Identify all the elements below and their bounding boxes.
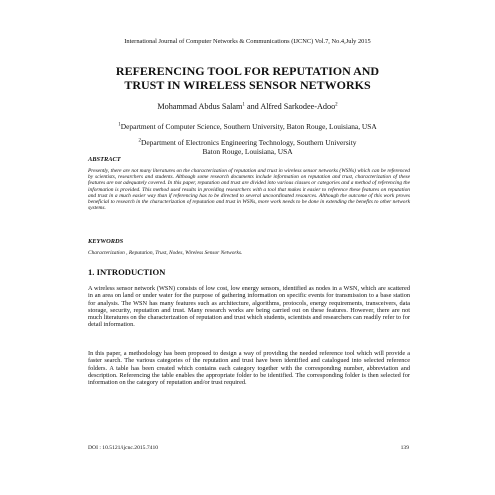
affiliation-2-line-1: [60, 138, 435, 147]
paper-title: [60, 64, 435, 92]
page-number: 139: [400, 445, 409, 451]
journal-header: International Journal of Computer Networks & Communications (IJCNC) Vol.7, No.4,July 2015: [124, 38, 371, 45]
affiliation-2-mark: 2: [138, 138, 142, 144]
keywords-heading: KEYWORDS: [88, 238, 124, 245]
affiliation-1: [60, 122, 435, 131]
author-list: [60, 102, 435, 112]
affiliation-1-mark: 1: [118, 122, 121, 128]
affiliation-2-text-1: Department of Electronics Engineering Technology, Southern University: [141, 138, 357, 147]
introduction-paragraph-2: In this paper, a methodology has been proposed to design a way of providing the needed reference tool which will provide a faster search. The various categories of the reputation and trust have been identified and catalogued into selected reference folders. A table has been created which contains each category together with the corresponding number, abbreviation and description. Referencing the table enables the appropriate folder to be identified. The corresponding folder is then selected for information on the category of reputation and/or trust required.: [88, 350, 410, 387]
affiliation-2-line-2: Baton Rouge, Louisiana, USA: [202, 147, 293, 156]
abstract-heading: ABSTRACT: [88, 156, 121, 163]
affiliation-2: [60, 138, 435, 156]
author-2-affil-mark: 2: [335, 102, 338, 108]
abstract-text: Presently, there are not many literatures on the characterization of reputation and trust in wireless sensor networks (WSNs) which can be referenced by scientists, researchers and students. Although some research documents include information on reputation and trust, characterization of these features are not adequately covered. In this paper, reputation and trust are divided into various classes or categories and a method of referencing the information is provided. This method used results in providing researchers with a tool that makes it easier to reference these features on reputation and trust in a much easier way than if referencing has to be directed to several uncoordinated resources. Although the outcome of this work proves beneficial to research in the characterization of reputation and trust in WSNs, more work needs to be done in extending the benefits to other network systems.: [88, 168, 410, 212]
introduction-paragraph-1: A wireless sensor network (WSN) consists of low cost, low energy sensors, identified as nodes in a WSN, which are scattered in an area on land or under water for the purpose of gathering information on specific events for transmission to a base station for analysis. The WSN has many features such as architecture, algorithms, protocols, energy requirements, transceivers, data storage, security, reputation and trust. Many research works are being carried out on these features. However, there are not much literatures on the characterization of reputation and trust which students, scientists and researchers can readily refer to for detail information.: [88, 285, 410, 329]
title-line-2: TRUST IN WIRELESS SENSOR NETWORKS: [124, 78, 371, 92]
introduction-heading: 1. INTRODUCTION: [88, 267, 166, 277]
keywords-text: Characterization , Reputation, Trust, Nodes, Wireless Sensor Networks.: [88, 250, 243, 256]
author-2-name: Alfred Sarkodee-Adoo: [260, 102, 336, 111]
affiliation-1-text: Department of Computer Science, Southern University, Baton Rouge, Louisiana, USA: [120, 122, 377, 131]
author-1-affil-mark: 1: [242, 102, 245, 108]
doi-footer: DOI : 10.5121/ijcnc.2015.7410: [88, 445, 159, 451]
author-connector: and: [244, 102, 261, 111]
author-1-name: Mohammad Abdus Salam: [157, 102, 243, 111]
title-line-1: REFERENCING TOOL FOR REPUTATION AND: [115, 64, 380, 78]
